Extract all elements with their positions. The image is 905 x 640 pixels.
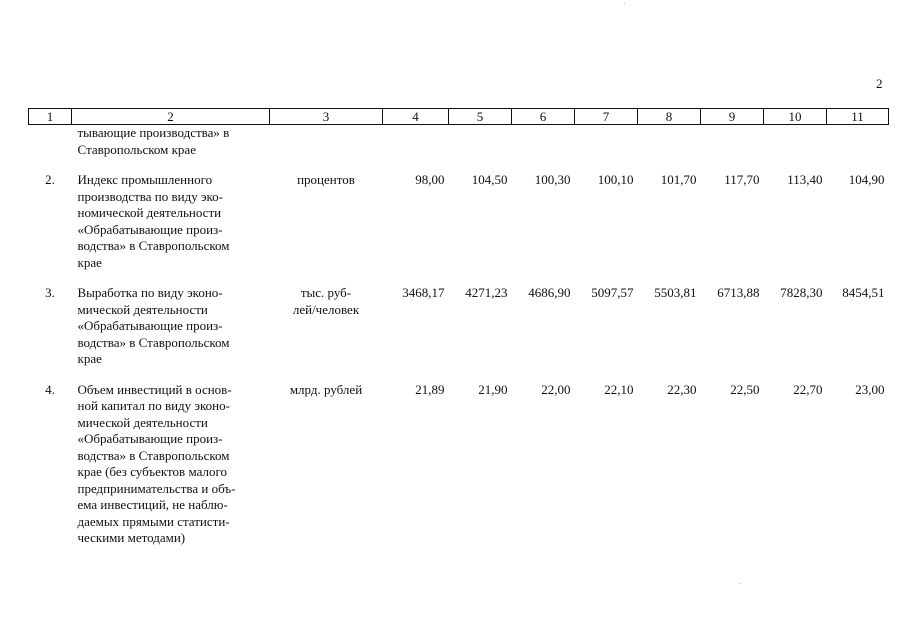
unit-line: лей/человек xyxy=(292,301,360,317)
table-header-row xyxy=(29,109,889,125)
value-cell: 101,70 xyxy=(660,172,697,187)
indicator-line: крае xyxy=(77,254,102,270)
continuation-row xyxy=(29,125,889,159)
column-header: 11 xyxy=(827,109,889,125)
indicator-line: Объем инвестиций в основ- xyxy=(77,381,232,397)
row-spacer xyxy=(29,158,889,172)
indicator-line: ческими методами) xyxy=(77,530,186,545)
column-header: 4 xyxy=(383,109,449,125)
value-cell: 100,30 xyxy=(534,172,571,187)
row-spacer-cell xyxy=(29,368,889,382)
indicator-line: крае (без субъектов малого xyxy=(77,464,227,479)
continuation-line: тывающие производства» в xyxy=(77,125,230,140)
indicator-line: даемых прямыми статисти- xyxy=(77,513,230,529)
value-cell: 104,50 xyxy=(471,172,508,187)
value-cell: 8454,51 xyxy=(842,285,885,300)
table-row xyxy=(29,285,889,368)
continuation-text xyxy=(72,125,270,159)
table-body xyxy=(29,125,889,547)
indicator-line: номической деятельности xyxy=(77,205,222,220)
indicator-line: ной капитал по виду эконо- xyxy=(77,398,230,413)
indicator-line: Индекс промышленного xyxy=(77,172,213,187)
value-cell: 23,00 xyxy=(855,381,885,397)
indicators-table xyxy=(28,108,889,547)
value-cell: 4271,23 xyxy=(465,285,508,300)
indicator-line: ема инвестиций, не наблю- xyxy=(77,497,228,512)
value-cell: 5097,57 xyxy=(591,285,634,300)
value-cell: 22,50 xyxy=(730,381,760,397)
row-number: 2. xyxy=(45,172,55,187)
value-cell: 113,40 xyxy=(787,172,823,187)
row-spacer-cell xyxy=(29,271,889,285)
column-header: 9 xyxy=(701,109,764,125)
row-number: 4. xyxy=(45,381,55,397)
unit-of-measure xyxy=(270,172,383,271)
indicator-line: Выработка по виду эконо- xyxy=(77,285,223,300)
indicator-line: предпринимательства и объ- xyxy=(77,480,236,496)
column-header: 2 xyxy=(72,109,270,125)
indicator-name xyxy=(72,285,270,368)
indicator-line: крае xyxy=(77,351,102,366)
column-header: 8 xyxy=(638,109,701,125)
indicator-line: мической деятельности xyxy=(77,301,208,317)
unit-of-measure xyxy=(270,285,383,368)
value-cell: 3468,17 xyxy=(402,285,445,300)
unit-line: тыс. руб- xyxy=(300,285,352,300)
column-header: 5 xyxy=(449,109,512,125)
value-cell: 117,70 xyxy=(724,172,760,187)
column-header: 1 xyxy=(29,109,72,125)
table-row xyxy=(29,382,889,547)
column-header: 3 xyxy=(270,109,383,125)
value-cell: 98,00 xyxy=(415,172,445,187)
column-header: 6 xyxy=(512,109,575,125)
continuation-line: Ставропольском крае xyxy=(77,141,196,157)
table-row xyxy=(29,172,889,271)
value-cell: 104,90 xyxy=(848,172,885,187)
value-cell: 22,00 xyxy=(541,381,571,397)
indicator-line: производства по виду эко- xyxy=(77,188,224,204)
indicator-line: «Обрабатывающие произ- xyxy=(77,431,223,446)
indicator-line: водства» в Ставропольском xyxy=(77,238,230,253)
column-header: 7 xyxy=(575,109,638,125)
indicator-line: «Обрабатывающие произ- xyxy=(77,221,223,237)
value-cell: 7828,30 xyxy=(780,285,823,300)
value-cell: 4686,90 xyxy=(528,285,571,300)
page-number: 2 xyxy=(876,76,883,91)
value-cell: 21,89 xyxy=(415,381,445,397)
indicator-name xyxy=(72,172,270,271)
scan-speck-top xyxy=(624,3,625,4)
value-cell: 5503,81 xyxy=(654,285,697,300)
unit-line: процентов xyxy=(297,172,355,187)
value-cell: 100,10 xyxy=(597,172,634,187)
row-spacer xyxy=(29,271,889,285)
column-header: 10 xyxy=(764,109,827,125)
row-spacer-cell xyxy=(29,158,889,172)
row-number: 3. xyxy=(45,285,55,300)
indicator-line: мической деятельности xyxy=(77,414,208,430)
row-spacer xyxy=(29,368,889,382)
indicator-line: водства» в Ставропольском xyxy=(77,447,230,463)
unit-line: млрд. рублей xyxy=(289,381,363,397)
value-cell: 6713,88 xyxy=(717,285,760,300)
indicator-line: «Обрабатывающие произ- xyxy=(77,318,223,333)
indicator-line: водства» в Ставропольском xyxy=(77,334,230,350)
value-cell: 22,30 xyxy=(667,381,697,397)
value-cell: 22,10 xyxy=(604,381,634,397)
unit-of-measure xyxy=(270,382,383,547)
scan-speck-bottom xyxy=(740,583,741,584)
value-cell: 21,90 xyxy=(478,381,508,397)
value-cell: 22,70 xyxy=(793,381,823,397)
indicator-name xyxy=(72,382,270,547)
